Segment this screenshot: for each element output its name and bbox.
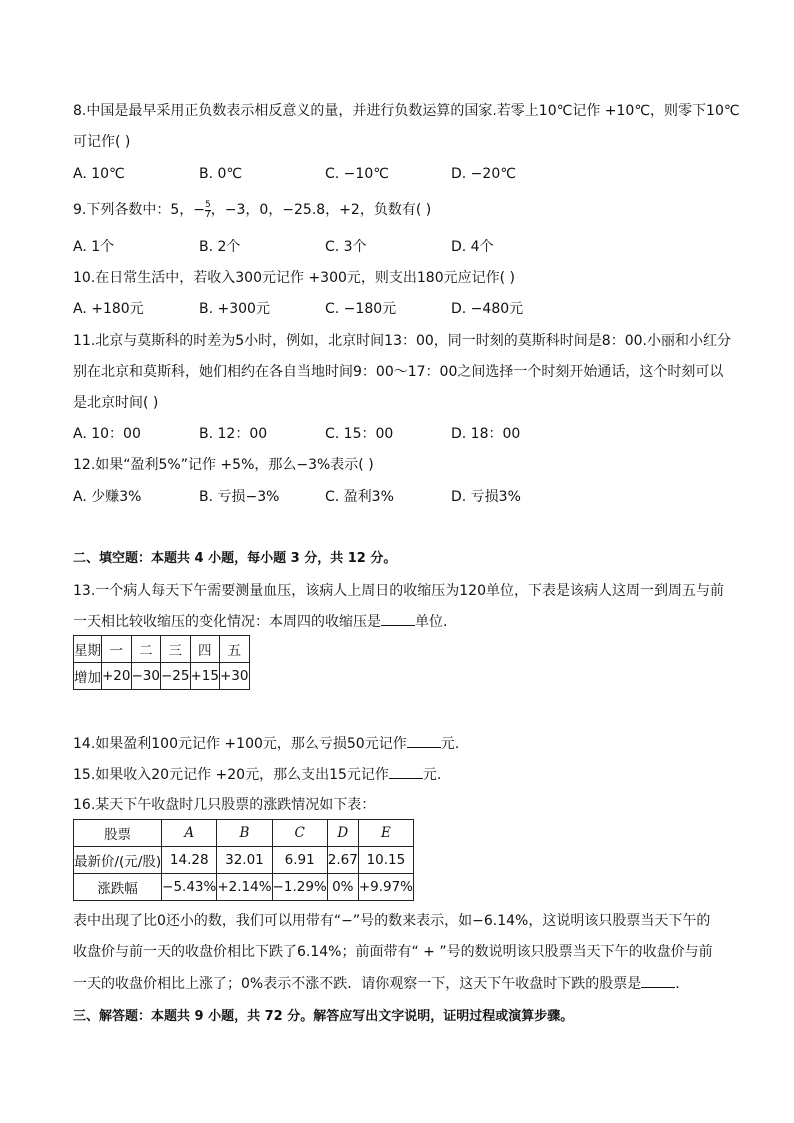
table-cell: 32.01: [217, 847, 272, 874]
table-cell: 五: [220, 636, 250, 663]
q14-text-pre: 14.如果盈利100元记作 +100元，那么亏损50元记作: [73, 736, 407, 752]
table-cell: 一: [102, 636, 132, 663]
q15-text-pre: 15.如果收入20元记作 +20元，那么支出15元记作: [73, 767, 389, 783]
option-a: A. 10：00: [73, 426, 141, 442]
question-16-explanation: 表中出现了比0还小的数，我们可以用带有“−”号的数来表示，如−6.14%，这说明该只股票当天下午的: [73, 913, 711, 929]
q15-text-post: 元.: [422, 767, 442, 783]
table-cell: +15: [190, 663, 220, 690]
table-cell: −1.29%: [272, 874, 327, 901]
q13-text-pre: 一天相比较收缩压的变化情况：本周四的收缩压是: [73, 614, 381, 630]
table-cell: 三: [161, 636, 191, 663]
table-cell: 0%: [327, 874, 358, 901]
option-b: B. +300元: [199, 301, 270, 317]
table-cell: +9.97%: [358, 874, 413, 901]
option-b: B. 2个: [199, 239, 241, 255]
question-12-text: 12.如果“盈利5%”记作 +5%，那么−3%表示( ): [73, 457, 374, 473]
q13-text-post: 单位.: [415, 614, 448, 630]
table-cell: +30: [220, 663, 250, 690]
question-16-explanation-cont: 收盘价与前一天的收盘价相比下跌了6.14%；前面带有“ + ”号的数说明该只股票当天下午的收盘价与前: [73, 944, 713, 960]
question-16-explanation-cont2: [73, 973, 680, 994]
table-cell: 增加: [74, 663, 102, 690]
question-10-options: [73, 299, 633, 319]
question-11-options: [73, 424, 633, 444]
table-cell: 2.67: [327, 847, 358, 874]
option-a: A. 少赚3%: [73, 489, 142, 505]
option-a: A. 1个: [73, 239, 115, 255]
option-a: A. 10℃: [73, 166, 125, 182]
q9-suffix: ，−3，0，−25.8，+2，负数有( ): [210, 202, 432, 218]
answer-blank: [641, 973, 675, 988]
answer-blank: [407, 733, 441, 748]
table-cell: D: [327, 820, 358, 847]
table-row: [74, 847, 414, 874]
option-c: C. 盈利3%: [325, 489, 394, 505]
blood-pressure-table: [73, 635, 250, 690]
question-13-text-cont: [73, 611, 447, 632]
fraction-denominator: 7: [205, 209, 211, 220]
table-cell: −5.43%: [162, 874, 217, 901]
table-row: [74, 636, 250, 663]
question-16-text: 16.某天下午收盘时几只股票的涨跌情况如下表：: [73, 797, 376, 813]
table-cell: 10.15: [358, 847, 413, 874]
option-c: C. 15：00: [325, 426, 394, 442]
table-cell: A: [162, 820, 217, 847]
table-row: [74, 663, 250, 690]
table-cell: C: [272, 820, 327, 847]
table-cell: 最新价/(元/股): [74, 847, 162, 874]
question-15-text: [73, 764, 441, 785]
question-8-text-cont: 可记作( ): [73, 134, 131, 150]
table-cell: 四: [190, 636, 220, 663]
fraction-numerator: 5: [205, 199, 211, 210]
answer-blank: [389, 764, 423, 779]
section-3-heading: 三、解答题：本题共 9 小题，共 72 分。解答应写出文字说明，证明过程或演算步骤。: [73, 1009, 574, 1024]
section-2-heading: 二、填空题：本题共 4 小题，每小题 3 分，共 12 分。: [73, 551, 397, 566]
option-a: A. +180元: [73, 301, 144, 317]
option-d: D. −20℃: [451, 166, 516, 182]
q9-prefix: 9.下列各数中：5，−: [73, 202, 205, 218]
table-cell: E: [358, 820, 413, 847]
table-cell: 星期: [74, 636, 102, 663]
option-b: B. 12：00: [199, 426, 268, 442]
option-c: C. −10℃: [325, 166, 389, 182]
question-13-text: 13.一个病人每天下午需要测量血压，该病人上周日的收缩压为120单位，下表是该病人这周一到周五与前: [73, 583, 724, 599]
table-cell: −25: [161, 663, 191, 690]
table-cell: 6.91: [272, 847, 327, 874]
question-14-text: [73, 733, 459, 754]
table-cell: +2.14%: [217, 874, 272, 901]
table-cell: −30: [131, 663, 161, 690]
question-8-text: 8.中国是最早采用正负数表示相反意义的量，并进行负数运算的国家.若零上10℃记作 +10℃，则零下10℃: [73, 103, 740, 119]
question-12-options: [73, 487, 633, 507]
table-row: [74, 820, 414, 847]
q16-text-pre: 一天的收盘价相比上涨了；0%表示不涨不跌．请你观察一下，这天下午收盘时下跌的股票是: [73, 976, 642, 992]
question-11-text-cont: 别在北京和莫斯科，她们相约在各自当地时间9：00～17：00之间选择一个时刻开始通话，这个时刻可以: [73, 364, 724, 380]
table-row: [74, 874, 414, 901]
question-10-text: 10.在日常生活中，若收入300元记作 +300元，则支出180元应记作( ): [73, 270, 515, 286]
option-d: D. −480元: [451, 301, 524, 317]
stock-table: [73, 819, 414, 901]
table-cell: +20: [102, 663, 132, 690]
option-d: D. 亏损3%: [451, 489, 521, 505]
answer-blank: [381, 611, 415, 626]
option-c: C. −180元: [325, 301, 397, 317]
option-b: B. 亏损−3%: [199, 489, 280, 505]
option-d: D. 18：00: [451, 426, 521, 442]
table-cell: 二: [131, 636, 161, 663]
option-d: D. 4个: [451, 239, 494, 255]
option-c: C. 3个: [325, 239, 367, 255]
table-cell: 涨跌幅: [74, 874, 162, 901]
question-9-text: [73, 200, 431, 220]
question-11-text: 11.北京与莫斯科的时差为5小时，例如，北京时间13：00，同一时刻的莫斯科时间是8：00.小丽和小红分: [73, 333, 731, 349]
question-9-options: [73, 237, 633, 257]
q16-text-post: .: [675, 976, 680, 992]
option-b: B. 0℃: [199, 166, 243, 182]
table-cell: 股票: [74, 820, 162, 847]
table-cell: B: [217, 820, 272, 847]
question-11-text-cont2: 是北京时间( ): [73, 395, 159, 411]
table-cell: 14.28: [162, 847, 217, 874]
question-8-options: [73, 164, 633, 184]
q14-text-post: 元.: [440, 736, 460, 752]
